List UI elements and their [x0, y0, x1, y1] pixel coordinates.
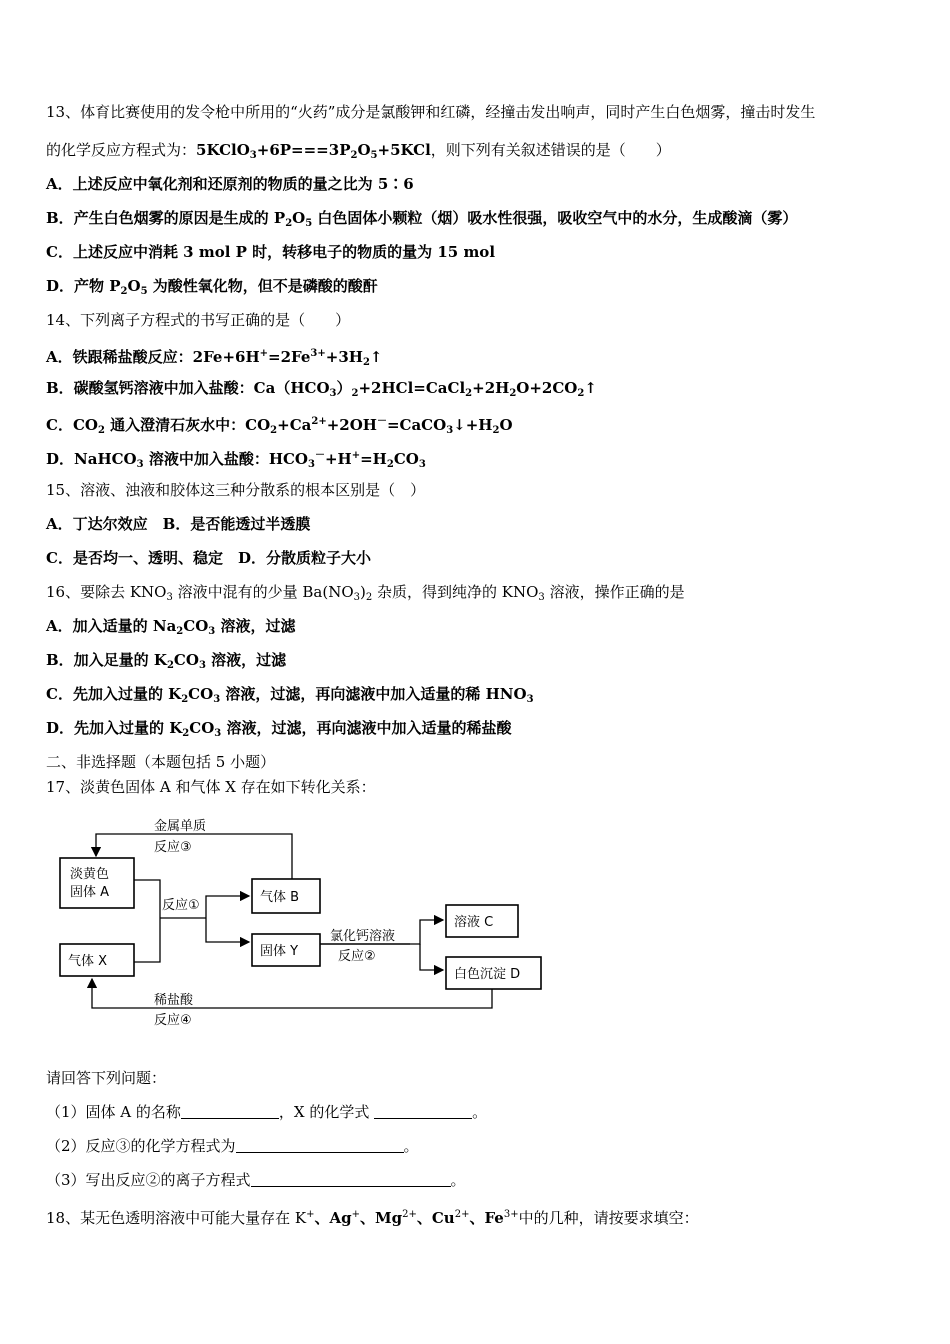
q14-stem: 14、下列离子方程式的书写正确的是（ ） [46, 311, 351, 329]
sub-text: 。 [450, 1171, 466, 1189]
opt-text: CO [189, 719, 215, 737]
opt-sub: 2 [577, 388, 585, 399]
opt-sub: 2 [285, 218, 293, 229]
eq-sub: 5 [370, 150, 378, 161]
opt-sub: 3 [526, 694, 534, 705]
opt-text: 溶液中加入盐酸：HCO [143, 450, 308, 468]
opt-text: ） [336, 379, 352, 397]
opt-text: =CaCO [386, 416, 447, 434]
opt-sup: 2+ [311, 416, 327, 427]
answer-blank-3[interactable] [251, 1172, 451, 1187]
opt-text: +2OH [326, 416, 377, 434]
q14-option-d [46, 446, 426, 475]
opt-sup: + [259, 348, 269, 359]
q13-stem-line1: 13、体育比赛使用的发令枪中所用的“火药”成分是氯酸钾和红磷，经撞击发出响声，同时产生白色烟雾，撞击时发生 [46, 103, 816, 121]
q13-stem-text: 的化学反应方程式为： [46, 141, 197, 159]
opt-sub: 3 [329, 388, 337, 399]
stem-sub: 3 [538, 592, 545, 603]
opt-text: +Ca [277, 416, 312, 434]
opt-text: D．产物 P [46, 277, 121, 295]
label-metal: 金属单质 [154, 819, 207, 834]
answer-blank-1b[interactable] [374, 1104, 472, 1119]
opt-text: B．产生白色烟雾的原因是生成的 P [46, 209, 286, 227]
arrow-to-gas-b [206, 896, 249, 918]
q16-stem [46, 582, 685, 608]
sub-text: 。 [403, 1137, 419, 1155]
opt-text: CO [188, 685, 214, 703]
opt-text: C．先加入过量的 K [46, 685, 182, 703]
sub-text: （3）写出反应②的离子方程式 [46, 1171, 251, 1189]
opt-text: A．铁跟稀盐酸反应：2Fe+6H [46, 348, 260, 366]
eq-sub: 2 [350, 150, 358, 161]
opt-text: 溶液，过滤 [215, 617, 296, 635]
opt-sub: 3 [208, 626, 216, 637]
q13-option-a: A．上述反应中氧化剂和还原剂的物质的量之比为 5∶6 [46, 175, 414, 193]
q13-option-d [46, 276, 378, 302]
sub-text: ，X 的化学式 [278, 1103, 375, 1121]
opt-text: =2Fe [268, 348, 311, 366]
q18-stem [46, 1205, 699, 1228]
q17-stem: 17、淡黄色固体 A 和气体 X 存在如下转化关系： [46, 778, 376, 796]
opt-text: 溶液，过滤，再向滤液中加入适量的稀 HNO [220, 685, 527, 703]
stem-text: 18、某无色透明溶液中可能大量存在 K [46, 1209, 307, 1227]
stem-text: 溶液，操作正确的是 [544, 583, 685, 601]
opt-sub: 3 [198, 660, 206, 671]
opt-text: O [127, 277, 141, 295]
opt-sub: 2 [386, 459, 394, 470]
stem-text: 、Fe [469, 1209, 504, 1227]
opt-text: +2HCl=CaCl [358, 379, 466, 397]
q15-stem: 15、溶液、浊液和胶体这三种分散系的根本区别是（ ） [46, 481, 426, 499]
opt-sub: 3 [418, 459, 426, 470]
opt-text: 溶液，过滤，再向滤液中加入适量的稀盐酸 [221, 719, 512, 737]
q15-options-ab: A．丁达尔效应 B．是否能透过半透膜 [46, 515, 311, 533]
eq-part: +6P===3P [256, 141, 351, 159]
label-reaction-2: 反应② [338, 949, 376, 964]
opt-sub: 3 [214, 728, 222, 739]
q13-stem-line2 [46, 140, 671, 166]
eq-sub: 3 [249, 150, 257, 161]
eq-part: O [357, 141, 371, 159]
stem-text: ) [360, 583, 366, 601]
arrow-to-solution-c [410, 920, 443, 944]
section-heading: 二、非选择题（本题包括 5 小题） [46, 753, 276, 771]
q16-option-c [46, 684, 534, 710]
opt-sub: 3 [308, 459, 315, 470]
opt-text: D．NaHCO [46, 450, 137, 468]
opt-sub: 2 [176, 626, 184, 637]
opt-text: CO [173, 651, 199, 669]
stem-text: 、Ag [314, 1209, 352, 1227]
eq-part: +5KCl [377, 141, 431, 159]
opt-text: D．先加入过量的 K [46, 719, 183, 737]
stem-text: 溶液中混有的少量 Ba(NO [172, 583, 354, 601]
opt-sub: 5 [140, 286, 148, 297]
label-cacl2-solution: 氯化钙溶液 [330, 929, 396, 944]
opt-sub: 2 [492, 425, 500, 436]
q13-option-c: C．上述反应中消耗 3 mol P 时，转移电子的物质的量为 15 mol [46, 243, 496, 261]
join-lines [134, 880, 160, 962]
stem-sub: 3 [353, 592, 361, 603]
opt-text: 白色固体小颗粒（烟）吸水性很强，吸收空气中的水分，生成酸滴（雾） [312, 209, 798, 227]
stem-sub: 3 [166, 592, 173, 603]
q14-option-c [46, 412, 513, 441]
label-reaction-3: 反应③ [154, 840, 192, 855]
stem-sup: + [306, 1209, 315, 1220]
q17-sub-3 [46, 1170, 466, 1190]
label-reaction-1: 反应① [162, 898, 200, 913]
q17-sub-1 [46, 1102, 487, 1122]
opt-sub: 2 [509, 388, 517, 399]
opt-sub: 2 [362, 357, 370, 368]
stem-sup: + [351, 1209, 360, 1220]
opt-sub: 2 [270, 425, 278, 436]
q13-option-b [46, 208, 797, 234]
box-solid-a [60, 858, 134, 908]
opt-text: =H [360, 450, 387, 468]
stem-text: 、Cu [416, 1209, 455, 1227]
label-reaction-4: 反应④ [154, 1013, 192, 1028]
arrow-reaction-3 [96, 834, 292, 879]
stem-sup: 2+ [402, 1209, 417, 1220]
opt-sub: 2 [182, 728, 190, 739]
opt-sub: 3 [136, 459, 144, 470]
stem-text: 中的几种，请按要求填空： [518, 1209, 699, 1227]
opt-sup: + [351, 450, 361, 461]
box-gas-x-label: 气体 X [68, 954, 108, 969]
box-gas-b-label: 气体 B [260, 890, 300, 905]
reaction-flow-diagram [56, 816, 546, 1030]
box-solution-c-label: 溶液 C [454, 915, 494, 930]
q16-option-d [46, 718, 511, 744]
arrow-to-precipitate-d [420, 944, 443, 970]
opt-text: O+2CO [516, 379, 578, 397]
opt-sub: 2 [120, 286, 128, 297]
q14-option-b [46, 378, 597, 404]
box-solid-a-label2: 固体 A [70, 885, 110, 900]
opt-text: 为酸性氧化物，但不是磷酸的酸酐 [147, 277, 378, 295]
opt-text: ↑ [369, 348, 383, 366]
stem-text: 杂质，得到纯净的 KNO [372, 583, 539, 601]
q13-stem-tail: ，则下列有关叙述错误的是（ ） [430, 141, 671, 159]
opt-sub: 2 [181, 694, 189, 705]
answer-blank-2[interactable] [236, 1138, 404, 1153]
opt-sub: 2 [465, 388, 473, 399]
opt-text: B．碳酸氢钙溶液中加入盐酸：Ca（HCO [46, 379, 330, 397]
opt-text: O [499, 416, 513, 434]
stem-text: 16、要除去 KNO [46, 583, 167, 601]
opt-text: +H [324, 450, 352, 468]
arrow-reaction-4 [92, 979, 492, 1008]
q14-option-a [46, 344, 383, 373]
sub-text: （2）反应③的化学方程式为 [46, 1137, 236, 1155]
arrow-to-solid-y [206, 918, 249, 942]
q17-sub-2 [46, 1136, 419, 1156]
opt-text: 通入澄清石灰水中：CO [104, 416, 271, 434]
opt-sub: 3 [446, 425, 454, 436]
opt-sub: 2 [97, 425, 105, 436]
box-solid-a-label1: 淡黄色 [70, 867, 110, 882]
label-dilute-hcl: 稀盐酸 [154, 993, 194, 1008]
opt-sub: 2 [166, 660, 174, 671]
sub-text: 。 [472, 1103, 488, 1121]
q17-prompt: 请回答下列问题： [46, 1069, 167, 1087]
opt-text: ↑ [584, 379, 597, 397]
box-precipitate-d-label: 白色沉淀 D [454, 967, 521, 982]
opt-text: CO [183, 617, 209, 635]
q15-options-cd: C．是否均一、透明、稳定 D．分散质粒子大小 [46, 549, 371, 567]
opt-sub: 2 [351, 388, 359, 399]
opt-text: B．加入足量的 K [46, 651, 167, 669]
q16-option-b [46, 650, 286, 676]
q13-equation [196, 141, 431, 159]
opt-text: CO [393, 450, 419, 468]
stem-text: 、Mg [360, 1209, 403, 1227]
opt-text: A．加入适量的 Na [46, 617, 177, 635]
stem-sup: 3+ [503, 1209, 519, 1220]
opt-text: C．CO [46, 416, 98, 434]
opt-sup: 3+ [310, 348, 326, 359]
opt-text: O [292, 209, 306, 227]
opt-text: ↓+H [453, 416, 493, 434]
opt-text: 溶液，过滤 [205, 651, 287, 669]
answer-blank-1a[interactable] [181, 1104, 279, 1119]
stem-sup: 2+ [454, 1209, 470, 1220]
opt-sup: － [376, 416, 387, 427]
stem-sub: 2 [365, 592, 373, 603]
eq-part: 5KClO [196, 141, 250, 159]
opt-text: +2H [472, 379, 510, 397]
sub-text: （1）固体 A 的名称 [46, 1103, 181, 1121]
opt-sup: － [314, 450, 325, 461]
box-solid-y-label: 固体 Y [260, 944, 299, 959]
opt-sub: 5 [305, 218, 313, 229]
opt-text: +3H [325, 348, 363, 366]
q16-option-a [46, 616, 295, 642]
opt-sub: 3 [213, 694, 221, 705]
